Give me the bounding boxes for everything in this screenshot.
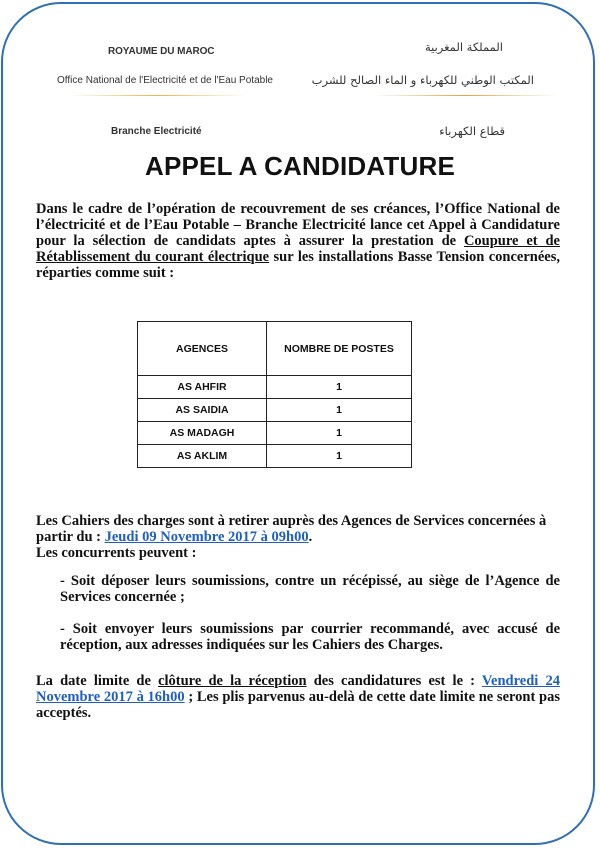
header-ar-office: المكتب الوطني للكهرباء و الماء الصالح للشرب <box>311 73 534 87</box>
table-row <box>138 376 412 399</box>
deadline-text-before: La date limite de <box>36 673 159 689</box>
cahiers-date-link[interactable]: Jeudi 09 Novembre 2017 à 09h00 <box>104 529 309 545</box>
table-cell-postes: 1 <box>267 376 412 399</box>
intro-paragraph <box>36 201 560 281</box>
header-separator-left <box>68 95 248 96</box>
document-title: APPEL A CANDIDATURE <box>144 151 456 181</box>
list-item: - Soit envoyer leurs soumissions par courrier recommandé, avec accusé de réception, aux adresses indiquées sur les Cahiers des Charges. <box>60 621 560 653</box>
header-ar-branch: قطاع الكهرباء <box>439 124 505 138</box>
header-fr-kingdom: ROYAUME DU MAROC <box>108 46 215 57</box>
intro-text-after: sur les installations Basse Tension concernées, réparties comme suit : <box>36 249 560 281</box>
table-header-row <box>138 322 412 376</box>
table-cell-agence: AS MADAGH <box>138 422 267 445</box>
header-fr-office: Office National de l'Electricité et de l'Eau Potable <box>57 75 273 86</box>
table-row <box>138 445 412 468</box>
table-cell-postes: 1 <box>267 422 412 445</box>
intro-underlined-service: Coupure et de Rétablissement du courant électrique <box>36 233 560 265</box>
deadline-text-after: ; Les plis parvenus au-delà de cette date limite ne seront pas acceptés. <box>36 689 560 721</box>
deadline-date-link[interactable]: Vendredi 24 Novembre 2017 à 16h00 <box>36 673 560 705</box>
table-cell-postes: 1 <box>267 399 412 422</box>
deadline-text-middle: des candidatures est le : <box>306 673 482 689</box>
header-fr-branch: Branche Electricité <box>111 126 202 137</box>
cahiers-paragraph <box>36 513 560 545</box>
cahiers-text-after: . <box>308 529 313 545</box>
header-separator-right <box>372 95 557 96</box>
deadline-paragraph <box>36 673 560 721</box>
table-cell-agence: AS AKLIM <box>138 445 267 468</box>
table-header-nombre-postes: NOMBRE DE POSTES <box>267 322 412 376</box>
intro-text-before: Dans le cadre de l’opération de recouvrement de ses créances, l’Office National de l’électricité et de l’Eau Potable – Branche Electricité lance cet Appel à Candidature pour la sélection de candidats aptes à assurer la prestation de <box>36 201 560 249</box>
table-cell-postes: 1 <box>267 445 412 468</box>
list-item: - Soit déposer leurs soumissions, contre un récépissé, au siège de l’Agence de Services concernée ; <box>60 573 560 605</box>
table-cell-agence: AS AHFIR <box>138 376 267 399</box>
table-row <box>138 399 412 422</box>
header-ar-kingdom: المملكة المغربية <box>424 40 503 54</box>
deadline-underlined: clôture de la réception <box>158 673 307 689</box>
concurrents-line: Les concurrents peuvent : <box>36 545 197 561</box>
table-cell-agence: AS SAIDIA <box>138 399 267 422</box>
agencies-table <box>137 321 412 468</box>
table-row <box>138 422 412 445</box>
table-header-agences: AGENCES <box>138 322 267 376</box>
cahiers-text-before: Les Cahiers des charges sont à retirer auprès des Agences de Services concernées à partir du : <box>36 513 547 545</box>
